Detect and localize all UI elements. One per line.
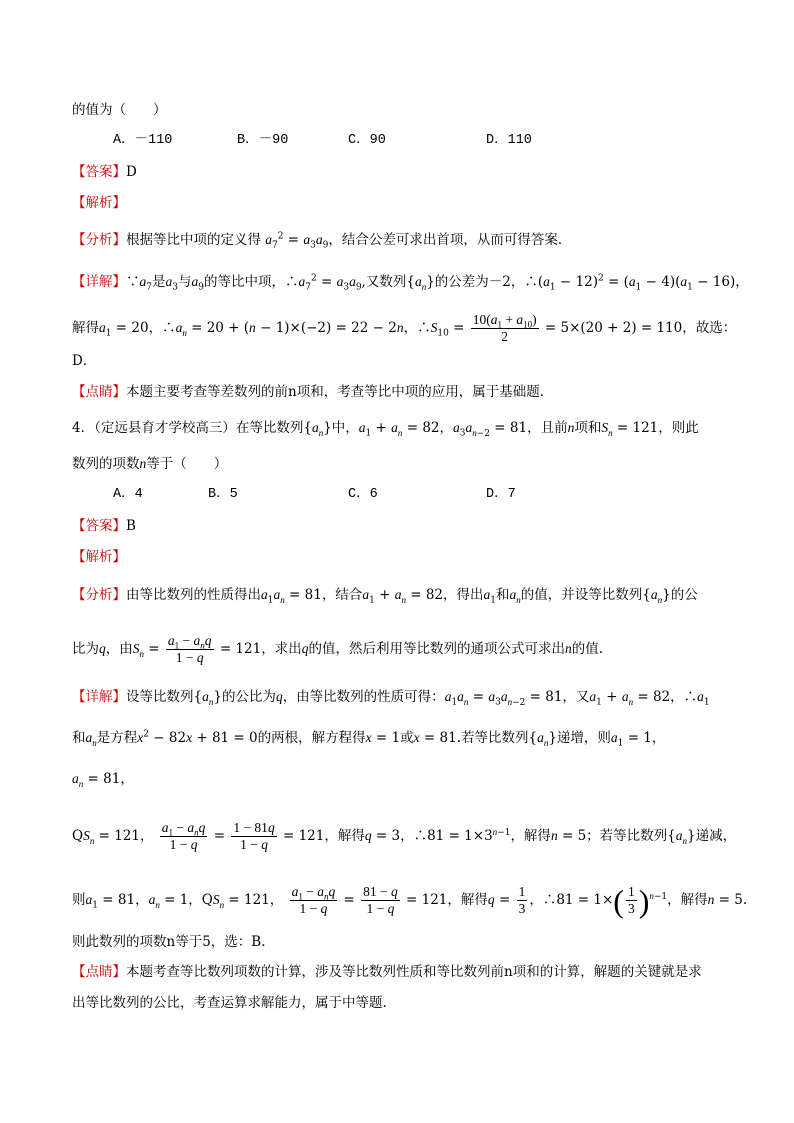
q3-xiangjie-2: 解得$a_1 = 20$，$\therefore a_n = 20 + (n - 1)\times(-2) = 22 - 2n$，$\therefore S_{10}$ = $\frac{10(a_1 + a_{10})}{2}$ = 5×(20 + 2) = 110，故选：	[72, 312, 737, 344]
q4-xiangjie-3: $a_n = 81$，	[72, 771, 134, 789]
answer-tag: 【答案】	[72, 164, 126, 180]
q3-option-c: C．90	[348, 133, 386, 148]
q3-stem-tail: 的值为（ ）	[72, 102, 167, 118]
q4-dianjing-1: 【点睛】本题考查等比数列项数的计算，涉及等比数列性质和等比数列前n项和的计算，解题的关键就是求	[72, 964, 702, 980]
q4-fenxi-2: 比为q，由$S_n$ = $\frac{a_1 - a_nq}{1 - q}$ = 121，求出q的值，然后利用等比数列的通项公式可求出n的值.	[72, 633, 603, 665]
dianjing-tag: 【点睛】	[72, 964, 126, 980]
q4-xiangjie-6: 则此数列的项数n等于5，选：B.	[72, 934, 266, 950]
q4-analysis-line	[72, 547, 126, 567]
q4-option-b: B．5	[208, 487, 238, 502]
q4-xiangjie-5: 则$a_1 = 81$，$a_n = 1$，$QS_n = 121$， $\frac{a_1 - a_nq}{1 - q}$ = $\frac{81 - q}{1 - q}$ = 121，解得q = $\frac{1}{3}$ ，∴81 = 1×( $\frac{1}{3}$ )$^{n-1}$，解得n = 5.	[72, 882, 748, 919]
q4-dianjing-2: 出等比数列的公比，考查运算求解能力，属于中等题.	[72, 995, 387, 1011]
q4-xiangjie-1: 【详解】设等比数列$\{a_n\}$的公比为q，由等比数列的性质可得：$a_1a_n = a_3a_{n-2} = 81$，又$a_1 + a_n = 82$，$\therefore a_1$	[72, 689, 710, 708]
q4-stem-1: 4．（定远县育才学校高三）在等比数列$\{a_n\}$中，$a_1 + a_n = 82$，$a_3a_{n-2} = 81$，且前n项和$S_n = 121$，则此	[72, 420, 699, 439]
q3-dianjing: 【点睛】本题主要考查等差数列的前n项和，考查等比中项的应用，属于基础题．	[72, 384, 554, 400]
q3-xiangjie-3: D．	[72, 353, 97, 369]
q4-option-c: C．6	[348, 487, 378, 502]
q3-fenxi: 【分析】根据等比中项的定义得 $a_7^2 = a_3a_9$，结合公差可求出首项，从而可得答案．	[72, 231, 572, 251]
q3-option-a: A．－110	[113, 133, 173, 148]
q4-option-d: D．7	[486, 487, 516, 502]
xiangjie-tag: 【详解】	[72, 689, 126, 705]
q3-option-d: D．110	[486, 133, 532, 148]
q3-answer-line	[72, 162, 137, 182]
q3-xiangjie-1: 【详解】$\because a_7$是$a_3$与$a_9$的等比中项，$\therefore a_7^2 = a_3a_9$,又数列$\{a_n\}$的公差为－2，$\therefore(a_1 - 12)^2 = (a_1 - 4)(a_1 - 16)$，	[72, 273, 749, 293]
q3-answer: D	[126, 164, 137, 180]
fenxi-tag: 【分析】	[72, 232, 126, 248]
analysis-tag: 【解析】	[72, 549, 126, 565]
q4-stem-2: 数列的项数n等于（ ）	[72, 456, 228, 472]
answer-tag: 【答案】	[72, 518, 126, 534]
xiangjie-tag: 【详解】	[72, 274, 126, 290]
dianjing-tag: 【点睛】	[72, 384, 126, 400]
q3-analysis-line	[72, 193, 126, 213]
analysis-tag: 【解析】	[72, 195, 126, 211]
q4-xiangjie-2: 和$a_n$是方程$x^2 - 82x + 81 = 0$的两根，解方程得x = 1或x = 81.若等比数列$\{a_n\}$递增，则$a_1 = 1$，	[72, 729, 666, 749]
q4-answer: B	[126, 518, 136, 534]
q4-fenxi-1: 【分析】由等比数列的性质得出$a_1a_n = 81$，结合$a_1 + a_n = 82$，得出$a_1$和$a_n$的值，并设等比数列$\{a_n\}$的公	[72, 587, 698, 606]
q4-answer-line	[72, 516, 136, 536]
q4-xiangjie-4: $QS_n = 121$， $\frac{a_1 - a_nq}{1 - q}$ = $\frac{1 - 81q}{1 - q}$ = 121，解得q = 3，∴81 = $1\times 3^{n-1}$，解得n = 5；若等比数列$\{a_n\}$递减，	[72, 820, 737, 852]
q4-option-a: A．4	[113, 487, 143, 502]
q3-option-b: B．－90	[237, 133, 289, 148]
fenxi-tag: 【分析】	[72, 587, 126, 603]
